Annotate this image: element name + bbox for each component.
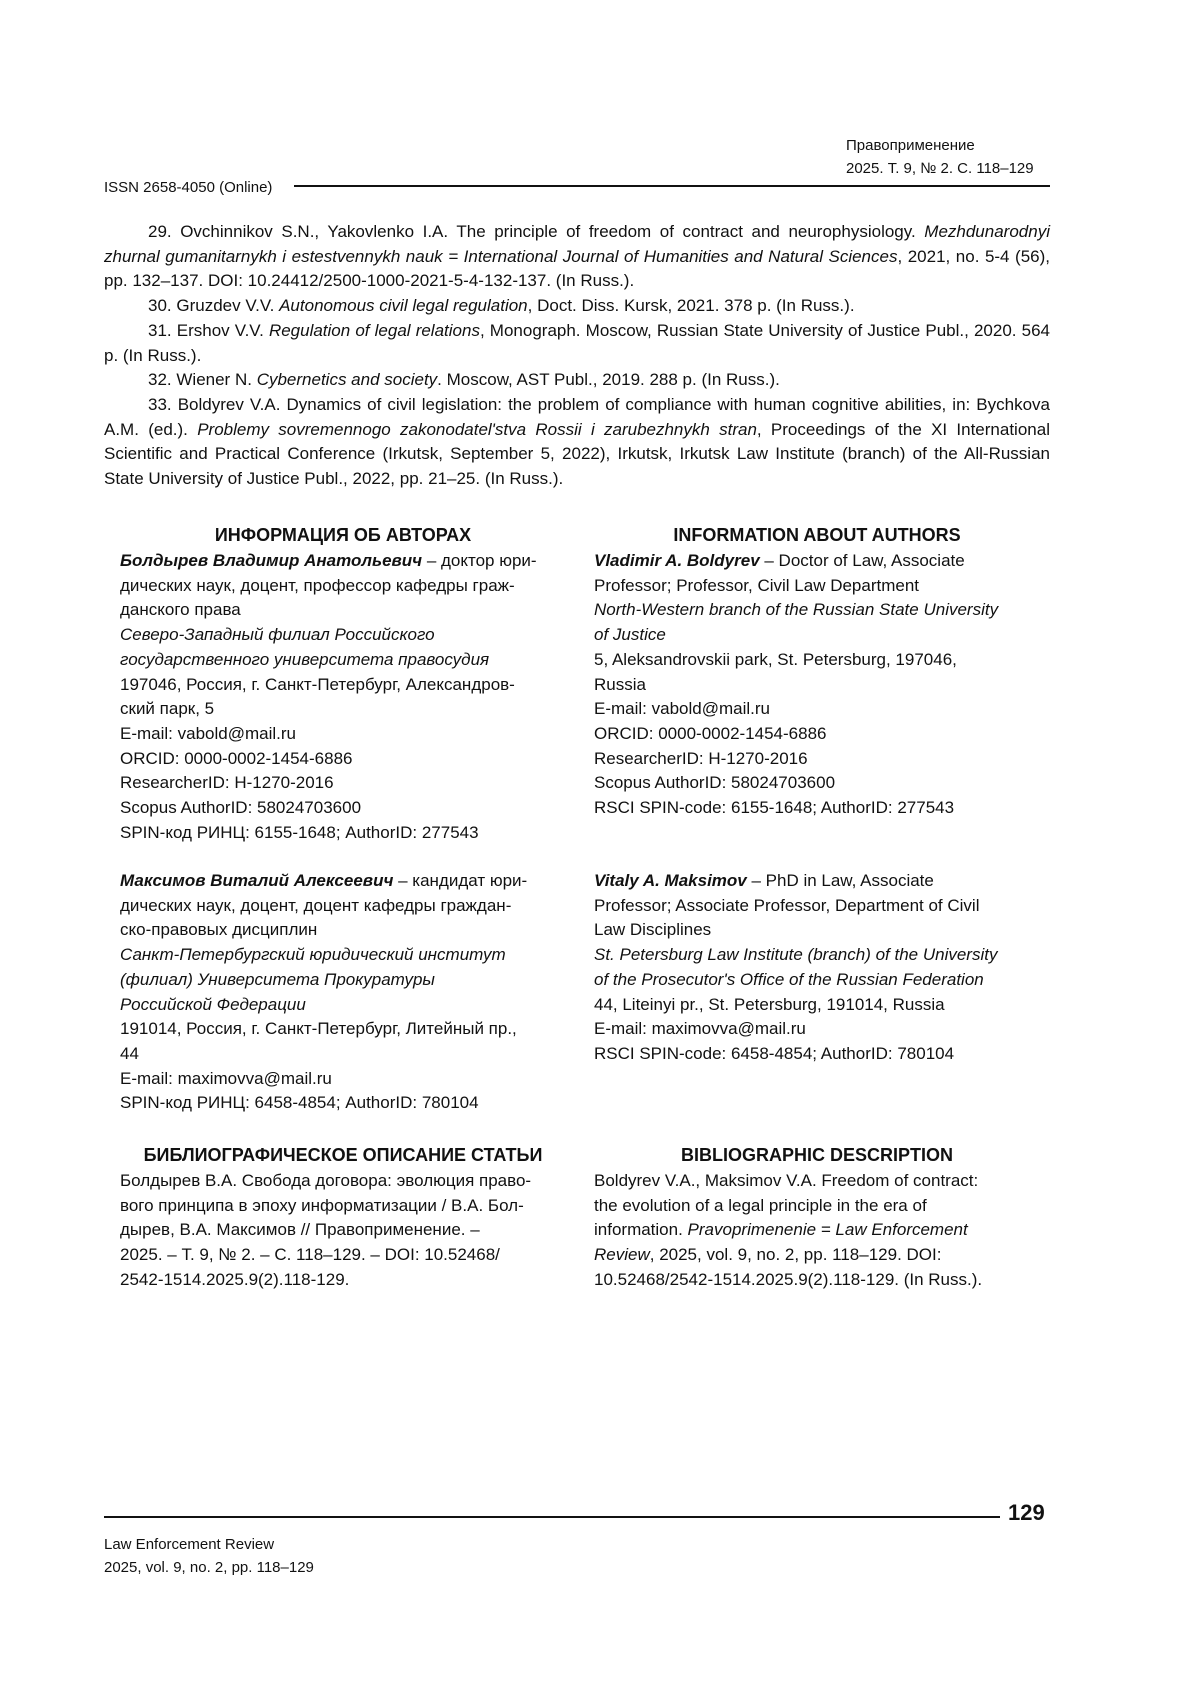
author-affiliation: Санкт-Петербургский юридический институт [120,943,566,968]
journal-title-en: Law Enforcement Review [104,1533,314,1556]
author-name: Максимов Виталий Алексеевич [120,871,393,890]
author-affiliation: North-Western branch of the Russian State University [594,598,1040,623]
header-divider [294,185,1050,187]
issue-info-ru: 2025. Т. 9, № 2. С. 118–129 [846,157,1034,180]
author-block-en-1: Vladimir A. Boldyrev – Doctor of Law, Associate Professor; Professor, Civil Law Department North-Western branch of the Russian State University of Justice 5, Aleksandrovskii park, St. Petersburg, 197046, Russia E-mail: vabold@mail.ru ORCID: 0000-0002-1454-6886 ResearcherID: H-1270-2016 Scopus AuthorID: 58024703600 RSCI SPIN-code: 6155-1648; AuthorID: 277543 [594,549,1040,821]
author-affiliation: St. Petersburg Law Institute (branch) of the University [594,943,1040,968]
reference-item: 33. Boldyrev V.A. Dynamics of civil legislation: the problem of compliance with human cognitive abilities, in: Bychkova A.M. (ed.). Problemy sovremennogo zakonodatel'stva Rossii i zarubezhnykh stran, Proceedings of the XI International Scientific and Practical Conference (Irkutsk, September 5, 2022), Irkutsk, Irkutsk Law Institute (branch) of the All-Russian State University of Justice Publ., 2022, pp. 21–25. (In Russ.). [104,393,1050,492]
authors-en-heading: INFORMATION ABOUT AUTHORS [594,522,1040,548]
author-name: Болдырев Владимир Анатольевич [120,551,422,570]
author-block-ru-2: Максимов Виталий Алексеевич – кандидат юри- дических наук, доцент, доцент кафедры граждан- ско-правовых дисциплин Санкт-Петербургский юридический институт (филиал) Университета Прокуратуры Российской Федерации 191014, Россия, г. Санкт-Петербург, Литейный пр., 44 E-mail: maximovva@mail.ru SPIN-код РИНЦ: 6458-4854; AuthorID: 780104 [120,869,566,1116]
author-affiliation: Северо-Западный филиал Российского [120,623,566,648]
reference-item: 29. Ovchinnikov S.N., Yakovlenko I.A. The principle of freedom of contract and neurophysiology. Mezhdunarodnyi zhurnal gumanitarnykh i estestvennykh nauk = International Journal of Humanities and Natural Sciences, 2021, no. 5-4 (56), pp. 132–137. DOI: 10.24412/2500-1000-2021-5-4-132-137. (In Russ.). [104,220,1050,294]
footer-divider [104,1516,1000,1518]
author-block-ru-1: Болдырев Владимир Анатольевич – доктор юри- дических наук, доцент, профессор кафедры граж- данского права Северо-Западный филиал Российского государственного университета правосудия 197046, Россия, г. Санкт-Петербург, Александров- ский парк, 5 E-mail: vabold@mail.ru ORCID: 0000-0002-1454-6886 ResearcherID: H-1270-2016 Scopus AuthorID: 58024703600 SPIN-код РИНЦ: 6155-1648; AuthorID: 277543 [120,549,566,845]
author-name: Vitaly A. Maksimov [594,871,747,890]
biblio-en-heading: BIBLIOGRAPHIC DESCRIPTION [594,1142,1040,1168]
reference-item: 31. Ershov V.V. Regulation of legal relations, Monograph. Moscow, Russian State University of Justice Publ., 2020. 564 p. (In Russ.). [104,319,1050,368]
biblio-ru-heading: БИБЛИОГРАФИЧЕСКОЕ ОПИСАНИЕ СТАТЬИ [120,1142,566,1168]
journal-title-ru: Правоприменение [846,134,1034,157]
page-number: 129 [1008,1500,1045,1526]
reference-item: 30. Gruzdev V.V. Autonomous civil legal regulation, Doct. Diss. Kursk, 2021. 378 p. (In Russ.). [104,294,1050,319]
running-footer [104,1533,314,1579]
author-email: E-mail: vabold@mail.ru [120,722,566,747]
reference-item: 32. Wiener N. Cybernetics and society. Moscow, AST Publ., 2019. 288 p. (In Russ.). [104,368,1050,393]
author-email: E-mail: vabold@mail.ru [594,697,1040,722]
biblio-ru-text: Болдырев В.А. Свобода договора: эволюция право- вого принципа в эпоху информатизации / В.А. Бол- дырев, В.А. Максимов // Правоприменение. – 2025. – Т. 9, № 2. – С. 118–129. – DOI: 10.52468/ 2542-1514.2025.9(2).118-129. [120,1169,566,1293]
reference-list [104,220,1050,492]
author-email: E-mail: maximovva@mail.ru [120,1067,566,1092]
running-header [846,134,1034,180]
author-email: E-mail: maximovva@mail.ru [594,1017,1040,1042]
authors-ru-heading: ИНФОРМАЦИЯ ОБ АВТОРАХ [120,522,566,548]
issue-info-en: 2025, vol. 9, no. 2, pp. 118–129 [104,1556,314,1579]
author-block-en-2: Vitaly A. Maksimov – PhD in Law, Associate Professor; Associate Professor, Department of Civil Law Disciplines St. Petersburg Law Institute (branch) of the University of the Prosecutor's Office of the Russian Federation 44, Liteinyi pr., St. Petersburg, 191014, Russia E-mail: maximovva@mail.ru RSCI SPIN-code: 6458-4854; AuthorID: 780104 [594,869,1040,1067]
issn: ISSN 2658-4050 (Online) [104,179,272,197]
author-name: Vladimir A. Boldyrev [594,551,760,570]
biblio-en-text: Boldyrev V.A., Maksimov V.A. Freedom of contract: the evolution of a legal principle in the era of information. Pravoprimenenie = Law Enforcement Review, 2025, vol. 9, no. 2, pp. 118–129. DOI: 10.52468/2542-1514.2025.9(2).118-129. (In Russ.). [594,1169,1040,1293]
